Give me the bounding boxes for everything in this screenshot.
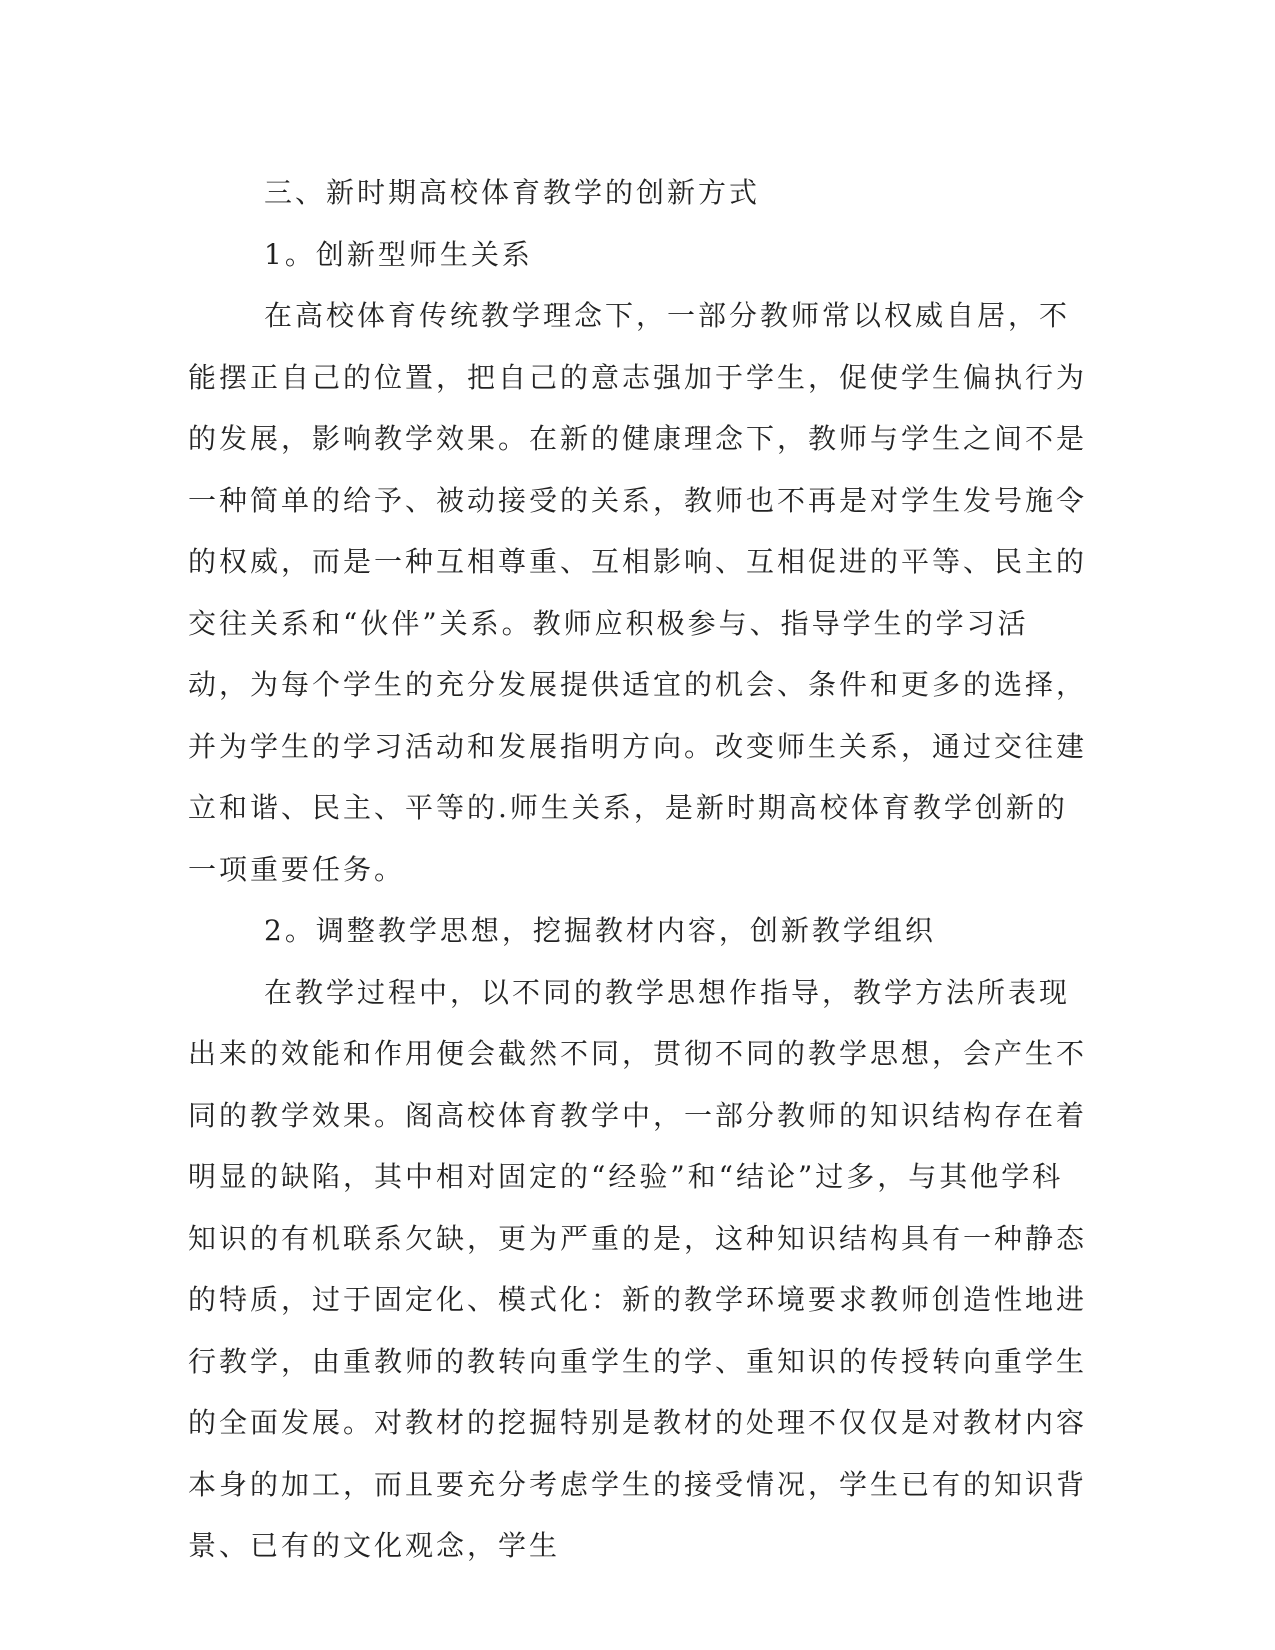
paragraph-2: 在教学过程中，以不同的教学思想作指导，教学方法所表现出来的效能和作用便会截然不同，贯彻不同的教学思想，会产生不同的教学效果。阁高校体育教学中，一部分教师的知识结构存在着明显的缺陷，其中相对固定的“经验”和“结论”过多，与其他学科知识的有机联系欠缺，更为严重的是，这种知识结构具有一种静态的特质，过于固定化、模式化：新的教学环境要求教师创造性地进行教学，由重教师的教转向重学生的学、重知识的传授转向重学生的全面发展。对教材的挖掘特别是教材的处理不仅仅是对教材内容本身的加工，而且要充分考虑学生的接受情况，学生已有的知识背景、已有的文化观念，学生 [188,975,1088,1562]
document-body [188,162,1088,1577]
section-heading: 三、新时期高校体育教学的创新方式 [264,176,761,209]
paragraph-1: 在高校体育传统教学理念下，一部分教师常以权威自居，不能摆正自己的位置，把自己的意志强加于学生，促使学生偏执行为的发展，影响教学效果。在新的健康理念下，教师与学生之间不是一种简单的给予、被动接受的关系，教师也不再是对学生发号施令的权威，而是一种互相尊重、互相影响、互相促进的平等、民主的交往关系和“伙伴”关系。教师应积极参与、指导学生的学习活动，为每个学生的充分发展提供适宜的机会、条件和更多的选择，并为学生的学习活动和发展指明方向。改变师生关系，通过交往建立和谐、民主、平等的.师生关系，是新时期高校体育教学创新的一项重要任务。 [188,299,1088,886]
subsection-heading-2: 2。调整教学思想，挖掘教材内容，创新教学组织 [264,914,936,947]
subsection-heading-1: 1。创新型师生关系 [264,237,533,271]
